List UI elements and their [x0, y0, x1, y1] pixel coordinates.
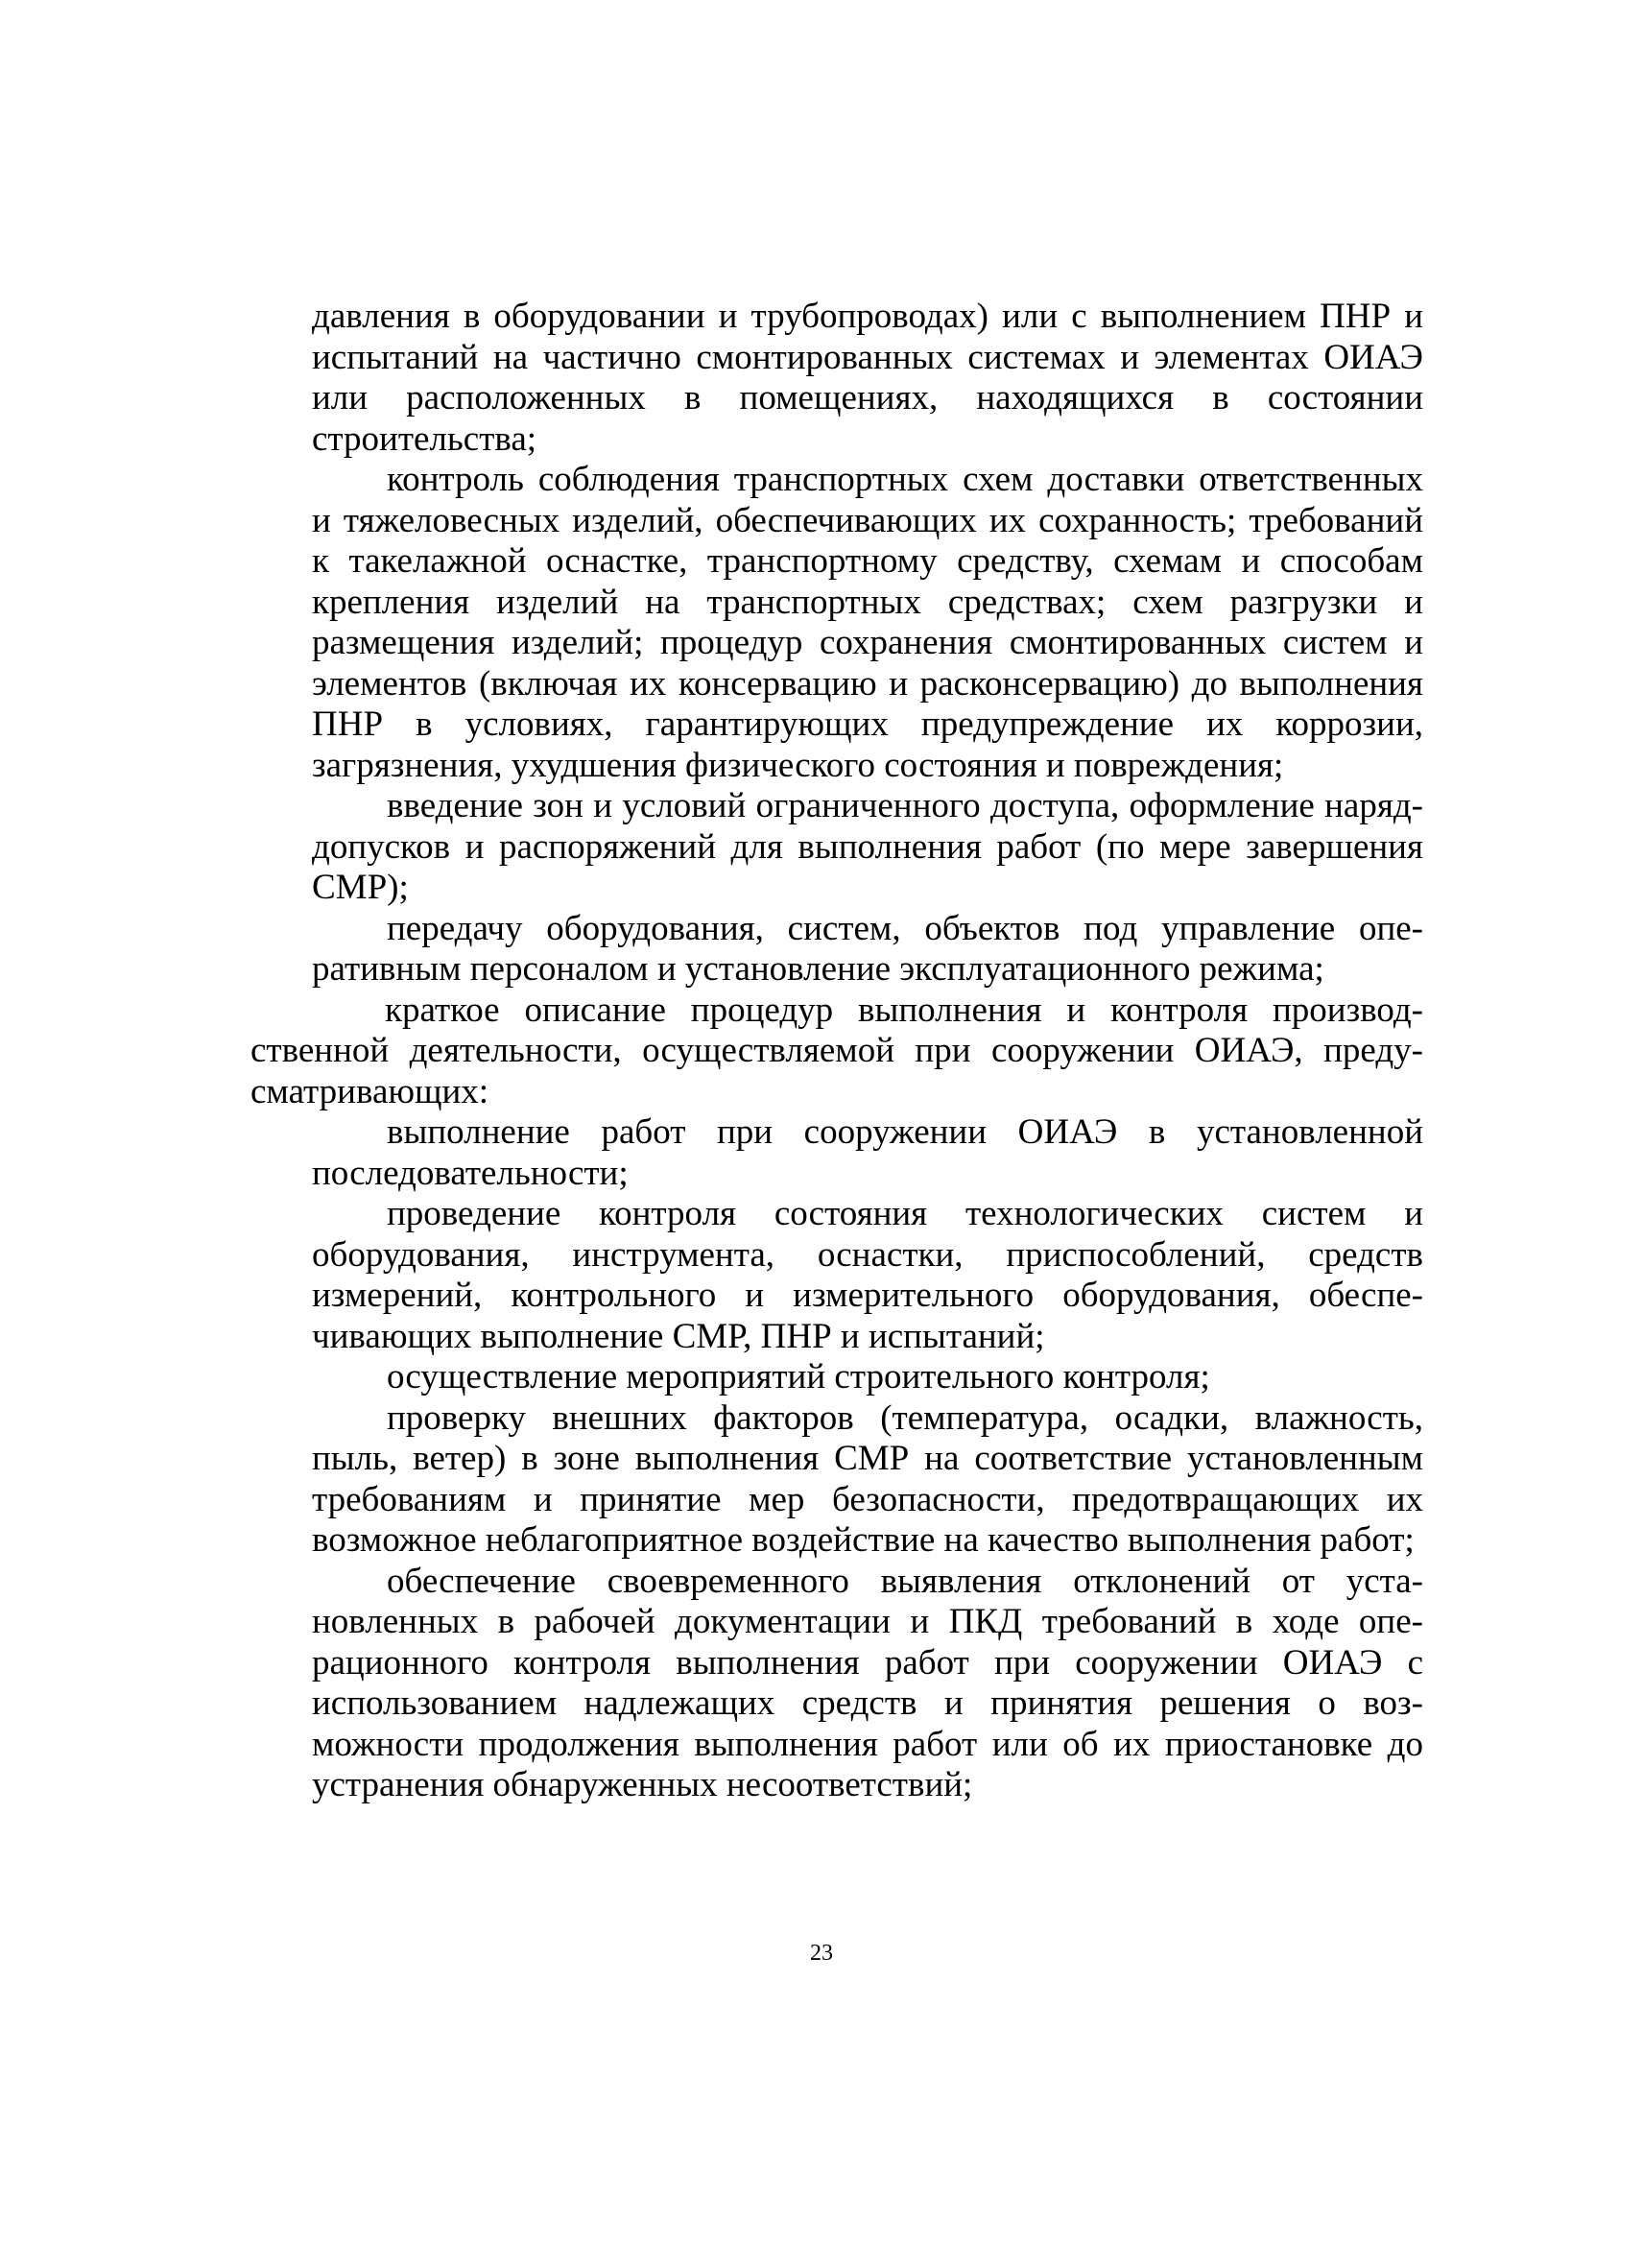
paragraph-external-factors: проверку внешних факторов (температура, осадки, влажность, пыль, ветер) в зоне выполнения СМР на соответствие установленным требованиям и принятие мер безопасности, предотвращающих их возможное неблагоприятное воздействие на качество выполнения работ;: [312, 1397, 1423, 1560]
paragraph-work-sequence: выполнение работ при сооружении ОИАЭ в установленной последовательности;: [312, 1112, 1423, 1193]
paragraph-deviation-detection: обеспечение своевременного выявления отклонений от установленных в рабочей документации и ПКД требований в ходе операционного контроля выполнения работ при сооружении ОИАЭ с использованием надлежащих средств и принятия решения о возможности продолжения выполнения работ или об их приостановке до устранения обнаруженных несоответствий;: [312, 1561, 1423, 1804]
paragraph-continuation: давления в оборудовании и трубопроводах) или с выполнением ПНР и испытаний на частично смонтированных системах и элементах ОИАЭ или расположенных в помещениях, находящихся в состоянии строительства;: [312, 297, 1423, 459]
page-number: 23: [810, 1941, 833, 1966]
paragraph-procedures-summary: краткое описание процедур выполнения и контроля производственной деятельности, осуществляемой при сооружении ОИАЭ, предусматривающих:: [250, 990, 1423, 1111]
paragraph-transport-control: контроль соблюдения транспортных схем доставки ответственных и тяжеловесных изделий, обеспечивающих их сохранность; требований к такелажной оснастке, транспортному средству, схемам и способам крепления изделий на транспортных средствах; схем разгрузки и размещения изделий; процедур сохранения смонтированных систем и элементов (включая их консервацию и расконсервацию) до выполнения ПНР в условиях, гарантирующих предупреждение их коррозии, загрязнения, ухудшения физического состояния и повреждения;: [312, 460, 1423, 785]
paragraph-systems-control: проведение контроля состояния технологических систем и оборудования, инструмента, оснастки, приспособлений, средств измерений, контрольного и измерительного оборудования, обеспечивающих выполнение СМР, ПНР и испытаний;: [312, 1194, 1423, 1356]
paragraph-construction-control: осуществление мероприятий строительного контроля;: [387, 1357, 1210, 1397]
body-text: [250, 297, 1423, 1806]
paragraph-equipment-handover: передачу оборудования, систем, объектов под управление оперативным персоналом и установление эксплуатационного режима;: [312, 908, 1423, 989]
paragraph-restricted-access: введение зон и условий ограниченного доступа, оформление наряд-допусков и распоряжений для выполнения работ (по мере завершения СМР);: [312, 786, 1423, 907]
